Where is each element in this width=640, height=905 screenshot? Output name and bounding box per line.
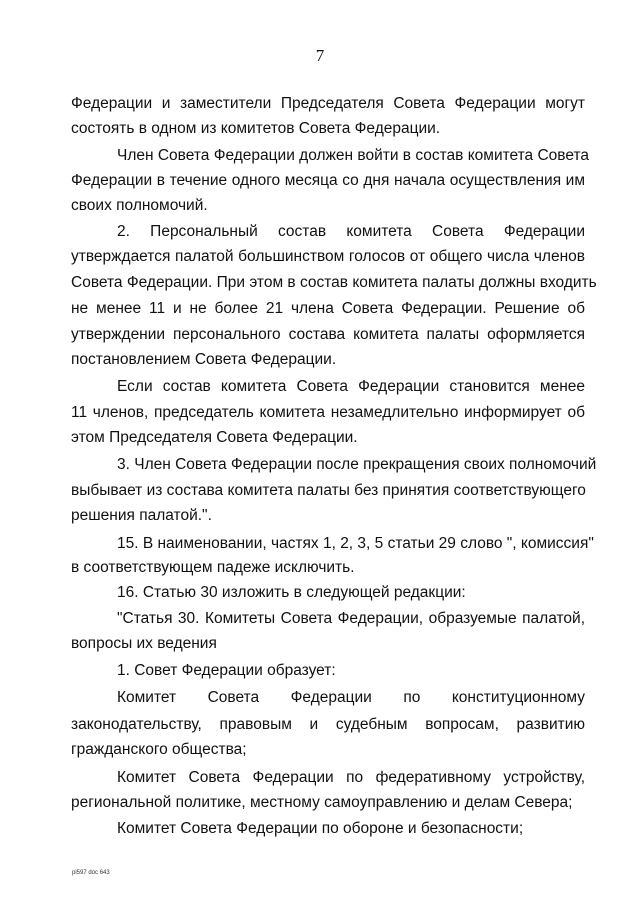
text-line: гражданского общества;: [71, 741, 247, 758]
text-line: Федерации и заместители Председателя Совета Федерации могут: [71, 95, 585, 112]
text-line: 3. Член Совета Федерации после прекращения своих полномочий: [117, 456, 597, 473]
text-line: региональной политике, местному самоуправлению и делам Севера;: [71, 794, 573, 811]
text-line: 15. В наименовании, частях 1, 2, 3, 5 статьи 29 слово ", комиссия": [117, 535, 594, 552]
text-line: этом Председателя Совета Федерации.: [71, 429, 358, 446]
text-line: законодательству, правовым и судебным вопросам, развитию: [71, 716, 585, 733]
text-line: не менее 11 и не более 21 члена Совета Федерации. Решение об: [71, 300, 585, 317]
text-line: Совета Федерации. При этом в состав комитета палаты должны входить: [71, 274, 597, 291]
text-line: постановлением Совета Федерации.: [71, 351, 337, 368]
text-line: своих полномочий.: [71, 197, 208, 214]
text-line: Если состав комитета Совета Федерации становится менее: [117, 378, 585, 395]
text-line: Комитет Совета Федерации по федеративному устройству,: [117, 769, 585, 786]
text-line: Член Совета Федерации должен войти в состав комитета Совета: [117, 147, 590, 164]
text-line: Федерации в течение одного месяца со дня начала осуществления им: [71, 172, 585, 189]
text-line: "Статья 30. Комитеты Совета Федерации, образуемые палатой,: [117, 610, 585, 627]
text-line: состоять в одном из комитетов Совета Федерации.: [71, 120, 441, 137]
text-line: выбывает из состава комитета палаты без принятия соответствующего: [71, 482, 586, 499]
text-line: 1. Совет Федерации образует:: [117, 662, 336, 679]
text-line: Комитет Совета Федерации по обороне и безопасности;: [117, 820, 524, 837]
text-line: утверждении персонального состава комитета палаты оформляется: [71, 326, 585, 343]
text-line: Комитет Совета Федерации по конституционному: [117, 689, 585, 706]
text-line: 2. Персональный состав комитета Совета Федерации: [117, 223, 585, 240]
page-number: 7: [315, 46, 325, 65]
text-line: 16. Статью 30 изложить в следующей редакции:: [117, 584, 466, 601]
footer-code: pl597 doc 643: [72, 870, 110, 876]
text-line: вопросы их ведения: [71, 635, 217, 652]
text-line: решения палатой.".: [71, 507, 212, 524]
text-line: 11 членов, председатель комитета незамедлительно информирует об: [71, 404, 585, 421]
text-line: в соответствующем падеже исключить.: [71, 559, 355, 576]
text-line: утверждается палатой большинством голосов от общего числа членов: [71, 248, 585, 265]
